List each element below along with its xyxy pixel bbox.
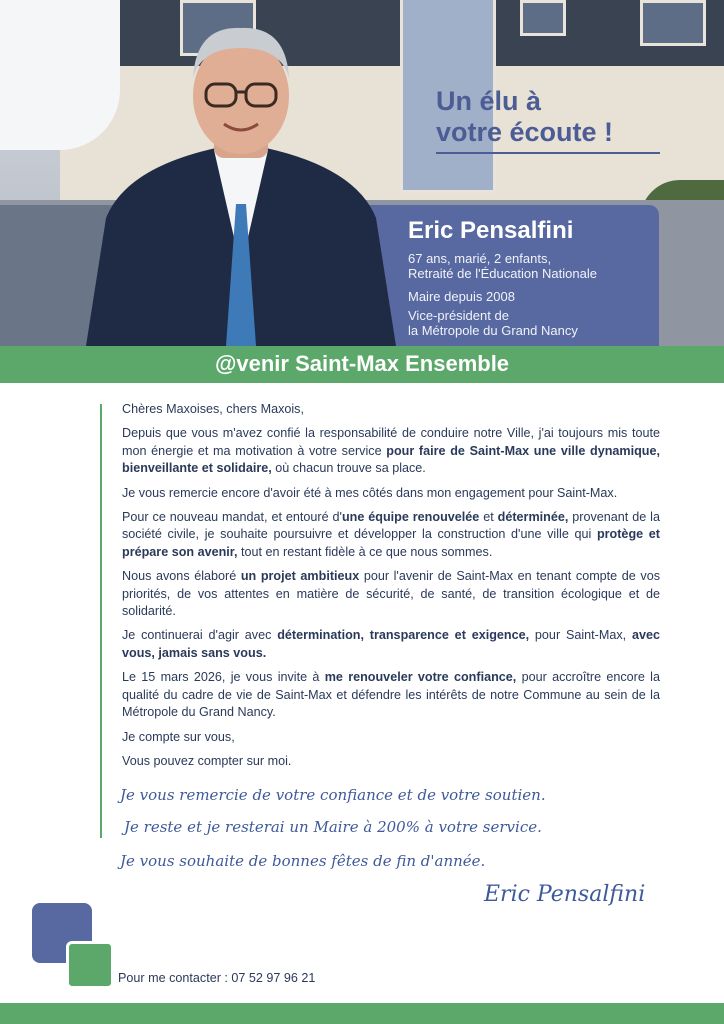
tagline-underline [436, 152, 660, 154]
handwritten-line: Je reste et je resterai un Maire à 200% à votre service. [124, 818, 542, 836]
tagline-line1: Un élu à [436, 86, 542, 116]
window [640, 0, 706, 46]
campaign-title: @venir Saint-Max Ensemble [214, 351, 510, 376]
profile-line: Retraité de l'Éducation Nationale [408, 266, 597, 281]
profile-line: Maire depuis 2008 [408, 289, 515, 304]
profile-name: Eric Pensalfini [408, 217, 574, 244]
paragraph: Vous pouvez compter sur moi. [122, 753, 292, 768]
greeting: Chères Maxoises, chers Maxois, [122, 402, 304, 416]
tagline-line2: votre écoute ! [436, 117, 614, 147]
paragraph: Depuis que vous m'avez confié la responsabilité de conduire notre Ville, j'ai toujours mis toute mon énergie et ma motivation à votre service pour faire de Saint-Max une ville dynamique, bienveillante et solidaire, où chacun trouve sa place. [122, 426, 660, 476]
accent-line [100, 404, 102, 838]
paragraph: Pour ce nouveau mandat, et entouré d'une équipe renouvelée et déterminée, provenant de la société civile, je souhaite poursuivre et développer la construction d'une ville qui protège et prépare son avenir, tout en restant fidèle à ce que nous sommes. [122, 510, 660, 559]
tagline [436, 86, 666, 148]
profile-line: 67 ans, marié, 2 enfants, [408, 251, 552, 266]
portrait-photo [86, 18, 396, 346]
window [520, 0, 566, 36]
header-photo [0, 0, 724, 346]
paragraph: Je compte sur vous, [122, 729, 235, 744]
logo-square-green [66, 941, 114, 989]
profile-line: la Métropole du Grand Nancy [408, 323, 578, 338]
handwritten-line: Je vous remercie de votre confiance et de votre soutien. [120, 786, 546, 804]
contact-info: Pour me contacter : 07 52 97 96 21 [118, 971, 316, 985]
letter-body [122, 401, 660, 777]
paragraph: Je vous remercie encore d'avoir été à mes côtés dans mon engagement pour Saint-Max. [122, 485, 618, 500]
profile-line: Vice-président de [408, 308, 509, 323]
campaign-band [0, 346, 724, 383]
signature: Eric Pensalfini [484, 882, 646, 907]
paragraph: Je continuerai d'agir avec détermination, transparence et exigence, pour Saint-Max, avec vous, jamais sans vous. [122, 628, 660, 660]
handwritten-line: Je vous souhaite de bonnes fêtes de fin d'année. [120, 852, 486, 870]
paragraph: Le 15 mars 2026, je vous invite à me renouveler votre confiance, pour accroître encore la qualité du cadre de vie de Saint-Max et défendre les intérêts de notre Commune au sein de la Métropole du Grand Nancy. [122, 670, 660, 720]
footer-bar [0, 1003, 724, 1024]
paragraph: Nous avons élaboré un projet ambitieux pour l'avenir de Saint-Max en tenant compte de vos priorités, de vos attentes en matière de sécurité, de santé, de transition écologique et de solidarité. [122, 569, 661, 619]
